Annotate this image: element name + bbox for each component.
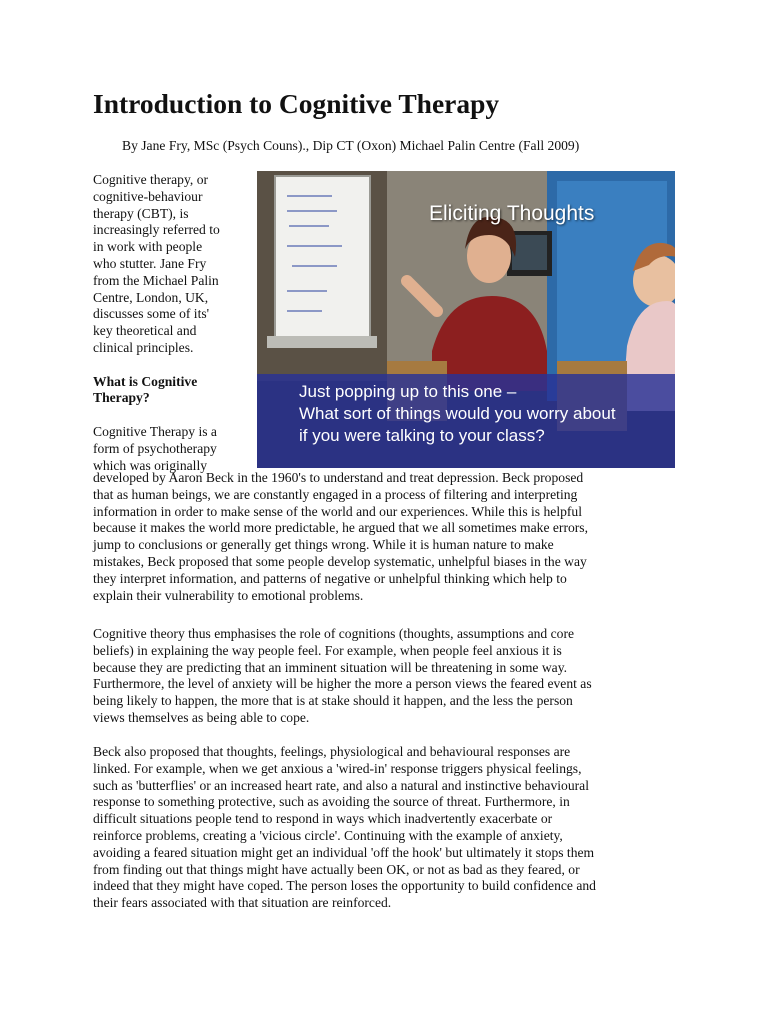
intro-line: therapy (CBT), is [93,205,189,221]
body-line: response to something protective, such as avoiding the source of threat. Furthermore, in [93,794,570,810]
body-line: difficult situations people tend to respond in ways which inadvertently exacerbate or [93,811,553,827]
body-line: mistakes, Beck proposed that some people develop systematic, unhelpful biases in the way [93,553,587,569]
caption-line: Just popping up to this one – [299,382,517,401]
body-line: views themselves as being able to cope. [93,709,310,725]
caption-line: What sort of things would you worry about [299,404,616,423]
section-line: which was originally [93,457,208,473]
heading-line: Therapy? [93,390,150,406]
body-line: because they are predicting that an imminent situation will be threatening in some way. [93,659,568,675]
intro-line: who stutter. Jane Fry [93,255,207,271]
intro-line: Cognitive therapy, or [93,172,209,187]
paragraph-gap [93,357,258,374]
body-line: Beck also proposed that thoughts, feelings, physiological and behavioural responses are [93,744,571,759]
body-line: linked. For example, when we get anxious a 'wired-in' response triggers physical feelings, [93,760,582,776]
intro-line: cognitive-behaviour [93,188,203,204]
body-line: being likely to happen, the more that is at stake should it happen, and the less the person [93,693,573,709]
section-heading [93,374,258,408]
body-line: from finding out that things might have actually been OK, or not as bad as they feared, or [93,861,580,877]
body-line: Cognitive theory thus emphasises the role of cognitions (thoughts, assumptions and core [93,626,574,641]
author-byline: By Jane Fry, MSc (Psych Couns)., Dip CT (Oxon) Michael Palin Centre (Fall 2009) [122,138,580,153]
intro-line: increasingly referred to [93,222,220,238]
intro-paragraph [93,172,258,357]
body-paragraph-2 [93,626,673,727]
body-line: reinforce problems, creating a 'vicious circle'. Continuing with the example of anxiety, [93,827,563,843]
body-line: indeed that they might have coped. The person loses the opportunity to build confidence and [93,878,596,894]
body-line: because it makes the world more predictable, he argued that we all sometimes make errors, [93,520,588,536]
body-line: their fears associated with that situation are reinforced. [93,895,392,911]
intro-column [93,172,258,474]
section-start-paragraph [93,424,258,474]
body-line: such as 'butterflies' or an increased heart rate, and also a natural and instinctive behavioural [93,777,589,793]
section-line: form of psychotherapy [93,440,217,456]
body-line: jump to conclusions or generally get things wrong. While it is human nature to make [93,537,554,553]
caption-line: if you were talking to your class? [299,426,545,445]
photo-caption [257,374,675,468]
intro-line: in work with people [93,239,203,255]
body-line: information in order to make sense of the world and our experiences. While this is helpful [93,503,582,519]
heading-line: What is Cognitive [93,373,198,389]
photo-title: Eliciting Thoughts [429,202,595,225]
body-line: avoiding a feared situation might get an individual 'off the hook' but ultimately it stops them [93,844,595,860]
body-line: that as human beings, we are constantly engaged in a process of filtering and interpreting [93,486,578,502]
intro-line: clinical principles. [93,339,194,355]
body-paragraph-3 [93,744,673,912]
body-line: Furthermore, the level of anxiety will be higher the more a person views the feared event as [93,676,592,692]
paragraph-gap [93,407,258,424]
body-line: explain their vulnerability to emotional problems. [93,587,364,603]
body-line: developed by Aaron Beck in the 1960's to understand and treat depression. Beck proposed [93,470,584,485]
body-line: beliefs) in explaining the way people feel. For example, when people feel anxious it is [93,642,562,658]
body-paragraph-1 [93,470,673,604]
section-line: Cognitive Therapy is a [93,423,217,439]
intro-line: Centre, London, UK, [93,289,209,305]
therapy-session-photo [257,171,675,468]
intro-line: discusses some of its' [93,306,210,322]
intro-line: from the Michael Palin [93,272,219,288]
body-line: they interpret information, and patterns of negative or unhelpful thinking which help to [93,570,567,586]
intro-line: key theoretical and [93,323,197,339]
document-title: Introduction to Cognitive Therapy [93,88,500,119]
